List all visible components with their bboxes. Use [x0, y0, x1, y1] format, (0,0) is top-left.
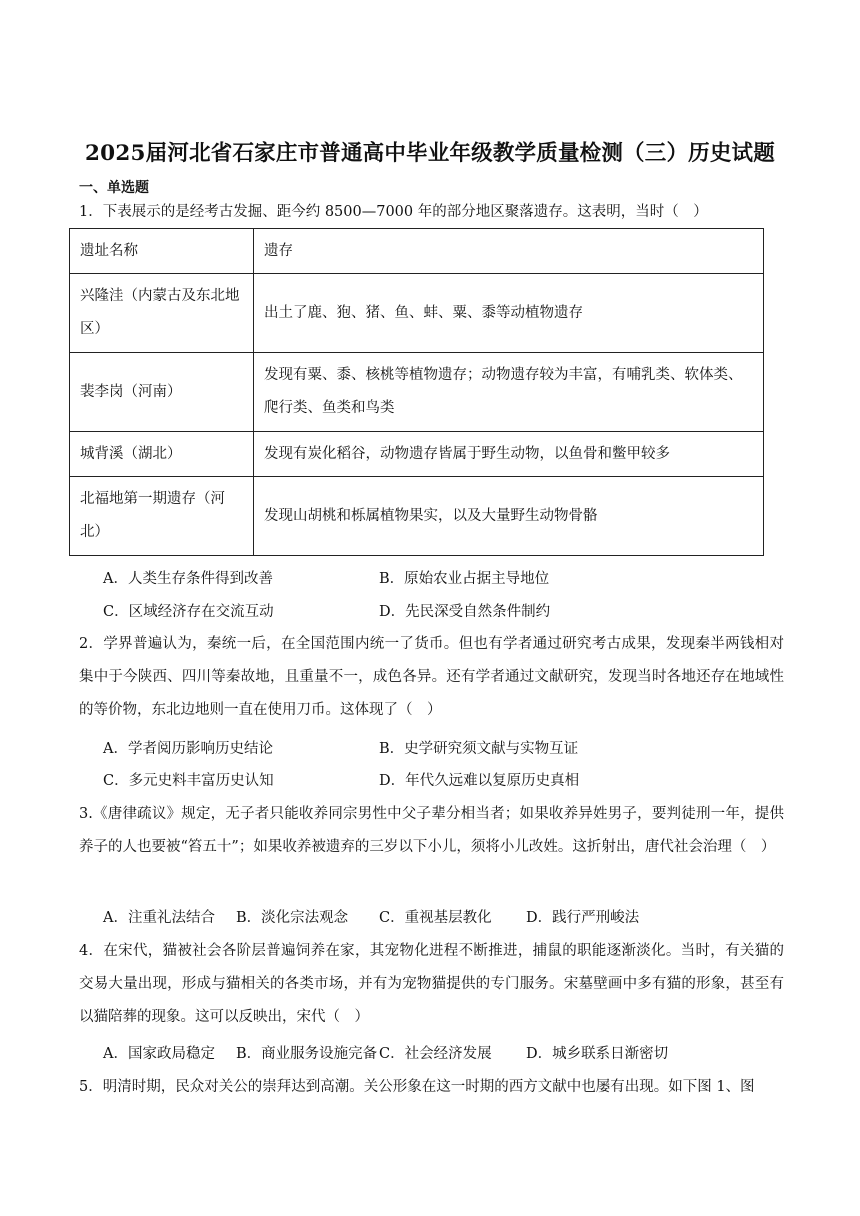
q3-stem: 3.《唐律疏议》规定，无子者只能收养同宗男性中父子辈分相当者；如果收养异姓男子，要判徒刑一年，提供养子的人也要被“笞五十”；如果收养被遗弃的三岁以下小儿，须将小儿改姓。这折射出，唐代社会治理（ ） — [79, 806, 784, 855]
table-row — [70, 274, 764, 353]
q3-option-d: D．践行严刑峻法 — [526, 910, 640, 926]
q4-option-c: C．社会经济发展 — [379, 1046, 492, 1062]
table-cell-remains: 发现山胡桃和栎属植物果实，以及大量野生动物骨骼 — [254, 477, 764, 556]
table-header-cell: 遗存 — [254, 229, 764, 274]
q3-option-c: C．重视基层教化 — [379, 910, 492, 926]
q4-stem: 4．在宋代，猫被社会各阶层普遍饲养在家，其宠物化进程不断推进，捕鼠的职能逐渐淡化。当时，有关猫的交易大量出现，形成与猫相关的各类市场，并有为宠物猫提供的专门服务。宋墓壁画中多有猫的形象，甚至有以猫陪葬的现象。这可以反映出，宋代（ ） — [79, 943, 784, 1025]
page-title: 2025届河北省石家庄市普通高中毕业年级教学质量检测（三）历史试题 — [85, 141, 775, 166]
section-heading: 一、单选题 — [79, 180, 149, 196]
table-row — [70, 477, 764, 556]
q2-option-d: D．年代久远难以复原历史真相 — [379, 773, 580, 789]
q2-option-c: C．多元史料丰富历史认知 — [103, 773, 274, 789]
table-row — [70, 432, 764, 477]
q2-stem: 2．学界普遍认为，秦统一后，在全国范围内统一了货币。但也有学者通过研究考古成果，发现秦半两钱相对集中于今陕西、四川等秦故地，且重量不一，成色各异。还有学者通过文献研究，发现当时各地还存在地域性的等价物，东北边地则一直在使用刀币。这体现了（ ） — [79, 636, 784, 718]
q2-option-b: B．史学研究须文献与实物互证 — [379, 741, 579, 757]
table-cell-remains: 出土了鹿、狍、猪、鱼、蚌、粟、黍等动植物遗存 — [254, 274, 764, 353]
table-cell-remains: 发现有粟、黍、核桃等植物遗存；动物遗存较为丰富，有哺乳类、软体类、爬行类、鱼类和鸟类 — [254, 353, 764, 432]
table-cell-site: 北福地第一期遗存（河北） — [70, 477, 254, 556]
q3-option-a: A．注重礼法结合 — [103, 910, 215, 926]
q1-option-c: C．区域经济存在交流互动 — [103, 604, 274, 620]
table-cell-site: 裴李岗（河南） — [70, 353, 254, 432]
q5-stem: 5．明清时期，民众对关公的崇拜达到高潮。关公形象在这一时期的西方文献中也屡有出现。如下图 1、图 — [79, 1079, 755, 1095]
table-cell-site: 城背溪（湖北） — [70, 432, 254, 477]
q1-stem: 1．下表展示的是经考古发掘、距今约 8500—7000 年的部分地区聚落遗存。这表明，当时（ ） — [79, 204, 708, 220]
q3-option-b: B．淡化宗法观念 — [236, 910, 349, 926]
q4-option-a: A．国家政局稳定 — [103, 1046, 215, 1062]
q1-table — [69, 228, 764, 556]
q1-option-b: B．原始农业占据主导地位 — [379, 571, 550, 587]
table-header-row — [70, 229, 764, 274]
q4-option-b: B．商业服务设施完备 — [236, 1046, 378, 1062]
q1-option-d: D．先民深受自然条件制约 — [379, 604, 551, 620]
table-header-cell: 遗址名称 — [70, 229, 254, 274]
q4-option-d: D．城乡联系日渐密切 — [526, 1046, 669, 1062]
table-row — [70, 353, 764, 432]
table-cell-remains: 发现有炭化稻谷，动物遗存皆属于野生动物，以鱼骨和鳖甲较多 — [254, 432, 764, 477]
q2-option-a: A．学者阅历影响历史结论 — [103, 741, 273, 757]
q1-option-a: A．人类生存条件得到改善 — [103, 571, 273, 587]
table-cell-site: 兴隆洼（内蒙古及东北地区） — [70, 274, 254, 353]
